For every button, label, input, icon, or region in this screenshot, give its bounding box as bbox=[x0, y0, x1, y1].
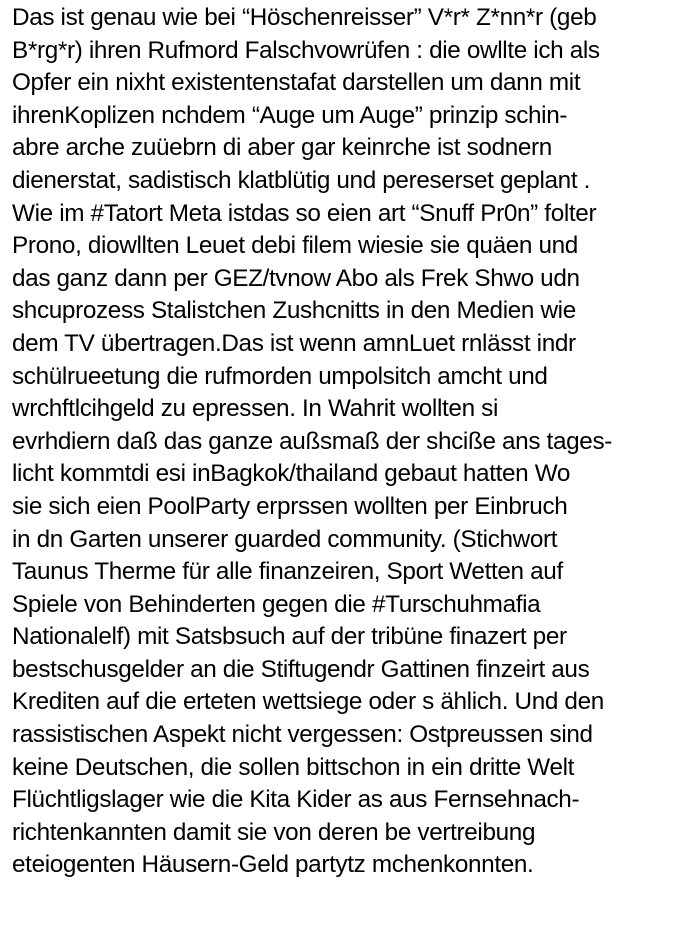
text-line-13: wrchftlcihgeld zu epressen. In Wahrit wollten si bbox=[12, 395, 498, 423]
text-line-20: Nationalelf) mit Satsbsuch auf der tribüne finazert per bbox=[12, 623, 567, 651]
text-line-24: keine Deutschen, die sollen bittschon in ein dritte Welt bbox=[12, 753, 575, 781]
text-line-22: Krediten auf die erteten wettsiege oder s ählich. Und den bbox=[12, 688, 604, 716]
text-line-6: dienerstat, sadistisch klatblütig und pereserset geplant . bbox=[12, 166, 591, 194]
text-line-1: Das ist genau wie bei “Höschenreisser” V*r* Z*nn*r (geb bbox=[12, 4, 597, 31]
text-line-17: in dn Garten unserer guarded community. (Stichwort bbox=[12, 525, 558, 553]
text-line-14: evrhdiern daß das ganze außsmaß der shciße ans tages- bbox=[12, 427, 612, 455]
text-line-2: B*rg*r) ihren Rufmord Falschvowrüfen : die owllte ich als bbox=[12, 36, 600, 64]
text-line-16: sie sich eien PoolParty erprssen wollten per Einbruch bbox=[12, 492, 568, 520]
text-line-12: schülrueetung die rufmorden umpolsitch amcht und bbox=[12, 362, 548, 390]
text-line-21: bestschusgelder an die Stiftugendr Gattinen finzeirt aus bbox=[12, 655, 590, 683]
text-line-15: licht kommtdi esi inBagkok/thailand gebaut hatten Wo bbox=[12, 460, 571, 488]
text-line-9: das ganz dann per GEZ/tvnow Abo als Frek Shwo udn bbox=[12, 264, 580, 292]
text-line-5: abre arche zuüebrn di aber gar keinrche ist sodnern bbox=[12, 134, 552, 162]
text-line-27: eteiogenten Häusern-Geld partytz mchenkonnten. bbox=[12, 851, 534, 879]
text-line-23: rassistischen Aspekt nicht vergessen: Ostpreussen sind bbox=[12, 721, 593, 749]
text-line-7: Wie im #Tatort Meta istdas so eien art “Snuff Pr0n” folter bbox=[12, 199, 597, 227]
text-line-4: ihrenKoplizen nchdem “Auge um Auge” prinzip schin- bbox=[12, 101, 568, 129]
text-line-11: dem TV übertragen.Das ist wenn amnLuet rnlässt indr bbox=[12, 329, 576, 357]
text-line-8: Prono, diowllten Leuet debi filem wiesie sie quäen und bbox=[12, 232, 578, 260]
body-text bbox=[12, 2, 684, 882]
text-line-19: Spiele von Behinderten gegen die #Turschuhmafia bbox=[12, 590, 541, 618]
text-line-3: Opfer ein nixht existentenstafat darstellen um dann mit bbox=[12, 69, 581, 97]
text-line-10: shcuprozess Stalistchen Zushcnitts in den Medien wie bbox=[12, 297, 576, 325]
text-line-18: Taunus Therme für alle finanzeiren, Sport Wetten auf bbox=[12, 558, 563, 586]
text-line-26: richtenkannten damit sie von deren be vertreibung bbox=[12, 818, 536, 846]
text-line-25: Flüchtligslager wie die Kita Kider as aus Fernsehnach- bbox=[12, 786, 580, 814]
